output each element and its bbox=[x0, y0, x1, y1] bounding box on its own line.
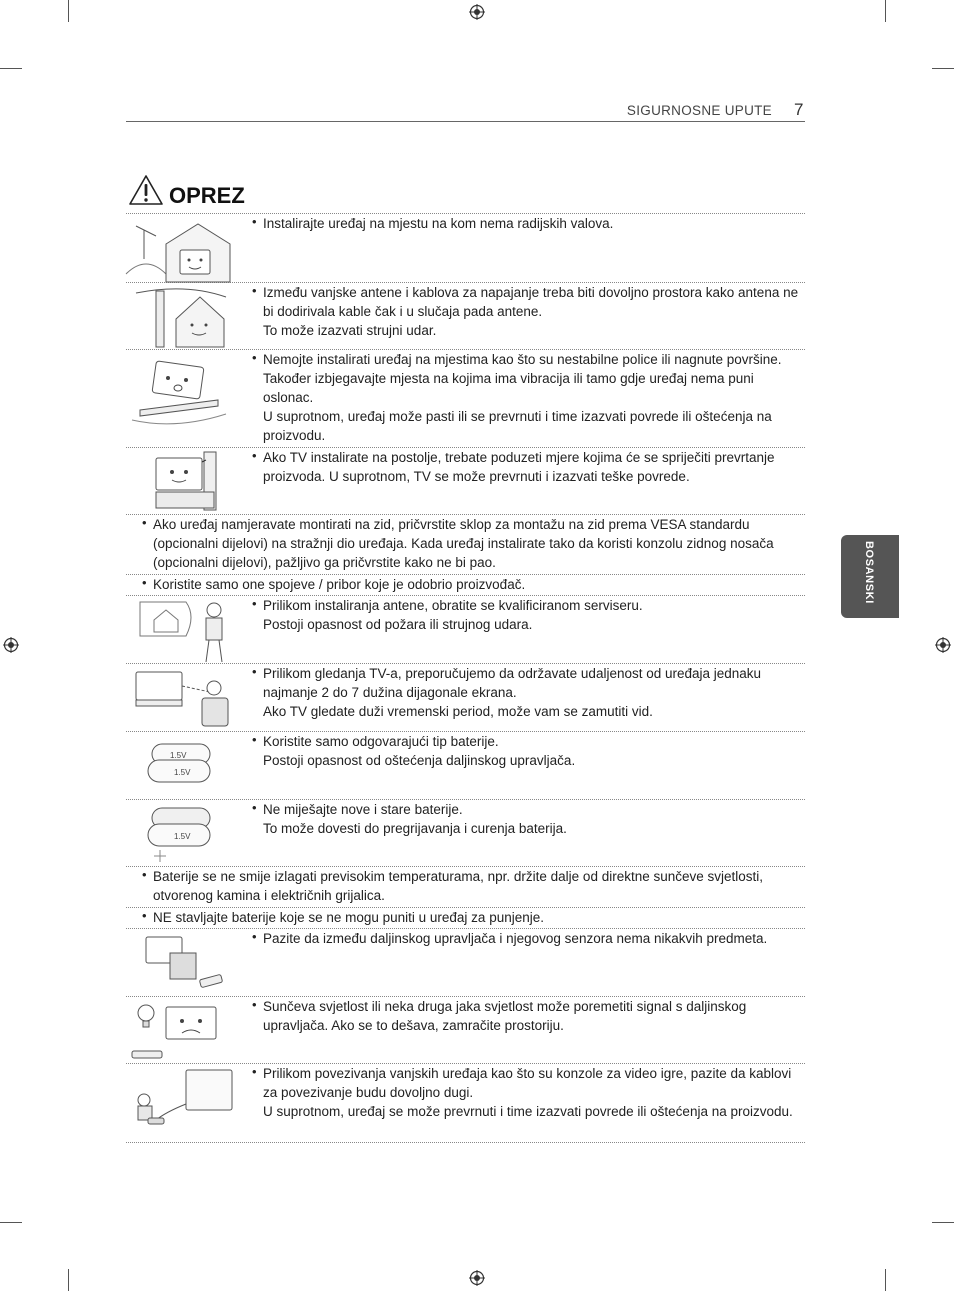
registration-mark-icon bbox=[469, 1270, 485, 1286]
crop-mark bbox=[68, 1269, 69, 1291]
crop-mark bbox=[885, 1269, 886, 1291]
tv-stand-strap-illustration bbox=[126, 448, 236, 514]
house-antenna-illustration bbox=[126, 214, 236, 282]
item-text bbox=[252, 732, 800, 770]
battery-label: 1.5V bbox=[174, 768, 191, 777]
caution-item bbox=[126, 448, 805, 514]
item-main-text: Ako uređaj namjeravate montirati na zid, pričvrstite sklop za montažu na zid prema VESA standardu (opcionalni dijelovi) na stražnji dio uređaja. Kada uređaj instalirate tako da koristi konzolu zidnog nosača (opcionalni dijelovi), pažljivo ga pričvrstite kako ne bi pao. bbox=[153, 517, 774, 570]
crop-mark bbox=[885, 0, 886, 22]
item-extra-text: To može dovesti do pregrijavanja i curenja baterija. bbox=[263, 821, 567, 836]
bullet: • bbox=[252, 1064, 257, 1079]
language-tab-label: BOSANSKI bbox=[863, 541, 875, 604]
bullet: • bbox=[252, 596, 257, 611]
item-extra-text: To može izazvati strujni udar. bbox=[263, 323, 437, 338]
caution-item bbox=[126, 575, 805, 595]
item-text bbox=[252, 664, 800, 721]
bullet: • bbox=[252, 800, 257, 815]
remote-obstacle-illustration bbox=[126, 929, 236, 996]
item-text bbox=[252, 800, 800, 838]
item-text bbox=[252, 448, 800, 486]
crop-mark bbox=[68, 0, 69, 22]
item-text bbox=[142, 515, 802, 572]
item-main-text: Ako TV instalirate na postolje, trebate poduzeti mjere kojima će se spriječiti prevrtanje proizvoda. U suprotnom, TV se može prevrnuti i izazvati teške povrede. bbox=[263, 450, 775, 484]
caution-item bbox=[126, 929, 805, 996]
caution-item bbox=[126, 515, 805, 574]
item-main-text: Prilikom povezivanja vanjskih uređaja kao što su konzole za video igre, pazite da kablovi za povezivanje budu dovoljno dugi. bbox=[263, 1066, 792, 1100]
bullet: • bbox=[142, 867, 147, 882]
antenna-technician-illustration bbox=[126, 596, 236, 663]
section-title: SIGURNOSNE UPUTE bbox=[626, 103, 772, 118]
bullet: • bbox=[142, 575, 147, 590]
registration-mark-icon bbox=[3, 637, 19, 653]
page-number: 7 bbox=[794, 100, 804, 119]
bullet: • bbox=[252, 732, 257, 747]
caution-item bbox=[126, 867, 805, 907]
caution-item bbox=[126, 997, 805, 1063]
caution-item bbox=[126, 350, 805, 447]
item-main-text: Nemojte instalirati uređaj na mjestima kao što su nestabilne police ili nagnute površine. Također izbjegavajte mjesta na kojima ima vibracija ili tamo gdje uređaj nema puni oslonac. bbox=[263, 352, 782, 405]
item-text bbox=[252, 350, 800, 445]
bullet: • bbox=[142, 515, 147, 530]
warning-triangle-icon bbox=[128, 174, 164, 206]
game-console-cable-illustration bbox=[126, 1064, 236, 1134]
language-tab bbox=[841, 535, 899, 618]
caution-item bbox=[126, 283, 805, 349]
bullet: • bbox=[252, 350, 257, 365]
item-main-text: Između vanjske antene i kablova za napajanje treba biti dovoljno prostora kako antena ne bi dodirivala kable čak i u slučaja pada antene. bbox=[263, 285, 799, 319]
item-main-text: Sunčeva svjetlost ili neka druga jaka svjetlost može poremetiti signal s daljinskog upravljača. Ako se to dešava, zamračite prostoriju. bbox=[263, 999, 747, 1033]
item-main-text: Pazite da između daljinskog upravljača i njegovog senzora nema nikakvih predmeta. bbox=[263, 931, 768, 946]
caution-item bbox=[126, 596, 805, 663]
crop-mark bbox=[932, 68, 954, 69]
item-text bbox=[252, 929, 800, 948]
caution-item bbox=[126, 214, 805, 282]
crop-mark bbox=[932, 1222, 954, 1223]
mixed-battery-illustration bbox=[126, 800, 236, 866]
battery-label: 1.5V bbox=[170, 751, 187, 760]
item-main-text: Baterije se ne smije izlagati previsokim temperaturama, npr. držite dalje od direktne sunčeve svjetlosti, otvorenog kamina i električnih grijalica. bbox=[153, 869, 764, 903]
caution-item bbox=[126, 908, 805, 928]
caution-title: OPREZ bbox=[169, 183, 245, 208]
item-extra-text: U suprotnom, uređaj se može prevrnuti i time izazvati povrede ili oštećenja na proizvodu. bbox=[263, 1104, 793, 1119]
item-extra-text: Postoji opasnost od požara ili strujnog udara. bbox=[263, 617, 533, 632]
bullet: • bbox=[252, 214, 257, 229]
item-main-text: Koristite samo one spojeve / pribor koje je odobrio proizvođač. bbox=[153, 577, 526, 592]
item-text bbox=[252, 214, 800, 233]
bullet: • bbox=[252, 283, 257, 298]
caution-item bbox=[126, 732, 805, 799]
bullet: • bbox=[252, 448, 257, 463]
item-main-text: Ne miješajte nove i stare baterije. bbox=[263, 802, 463, 817]
item-main-text: NE stavljajte baterije koje se ne mogu puniti u uređaj za punjenje. bbox=[153, 910, 544, 925]
item-extra-text: U suprotnom, uređaj može pasti ili se prevrnuti i time izazvati povrede ili oštećenja na proizvodu. bbox=[263, 409, 772, 443]
caution-item bbox=[126, 1064, 805, 1142]
registration-mark-icon bbox=[469, 4, 485, 20]
header-rule bbox=[126, 121, 805, 122]
registration-mark-icon bbox=[935, 637, 951, 653]
item-text bbox=[252, 596, 800, 634]
item-main-text: Prilikom gledanja TV-a, preporučujemo da održavate udaljenost od uređaja jednaku najmanje 2 do 7 dužina dijagonale ekrana. bbox=[263, 666, 762, 700]
battery-illustration bbox=[126, 732, 236, 799]
bullet: • bbox=[142, 908, 147, 923]
item-text bbox=[142, 908, 802, 927]
unstable-shelf-illustration bbox=[126, 350, 236, 430]
item-main-text: Koristite samo odgovarajući tip baterije. bbox=[263, 734, 499, 749]
divider bbox=[126, 1142, 805, 1143]
bullet: • bbox=[252, 929, 257, 944]
item-extra-text: Postoji opasnost od oštećenja daljinskog upravljača. bbox=[263, 753, 576, 768]
item-main-text: Prilikom instaliranja antene, obratite se kvalificiranom serviseru. bbox=[263, 598, 643, 613]
item-extra-text: Ako TV gledate duži vremenski period, može vam se zamutiti vid. bbox=[263, 704, 653, 719]
bullet: • bbox=[252, 664, 257, 679]
antenna-power-line-illustration bbox=[126, 283, 236, 349]
viewing-distance-illustration bbox=[126, 664, 236, 731]
battery-label: 1.5V bbox=[174, 832, 191, 841]
item-text bbox=[252, 997, 800, 1035]
bright-light-illustration bbox=[126, 997, 236, 1063]
caution-item bbox=[126, 800, 805, 866]
caution-item bbox=[126, 664, 805, 731]
crop-mark bbox=[0, 1222, 22, 1223]
crop-mark bbox=[0, 68, 22, 69]
item-text bbox=[252, 283, 800, 340]
item-main-text: Instalirajte uređaj na mjestu na kom nema radijskih valova. bbox=[263, 216, 614, 231]
item-text bbox=[252, 1064, 800, 1121]
item-text bbox=[142, 867, 802, 905]
bullet: • bbox=[252, 997, 257, 1012]
item-text bbox=[142, 575, 802, 594]
